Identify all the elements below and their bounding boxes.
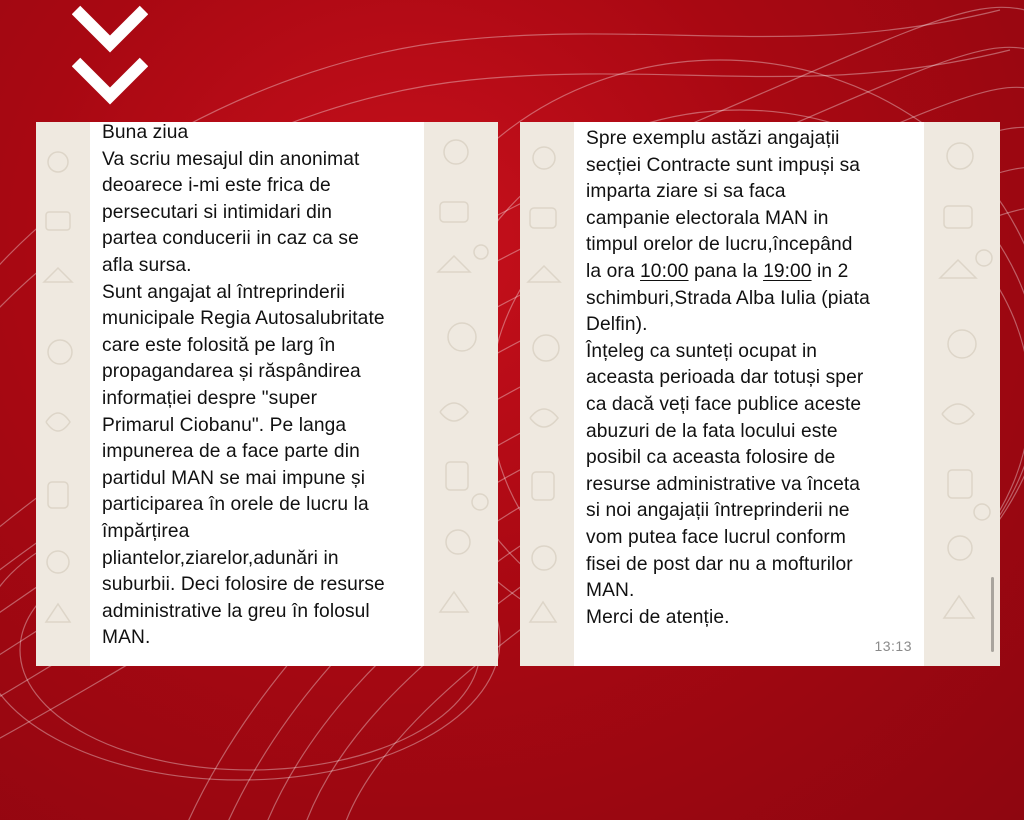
time-link-start[interactable]: 10:00 bbox=[640, 260, 689, 282]
message-line: schimburi,Strada Alba Iulia (piata bbox=[586, 287, 870, 309]
message-line: municipale Regia Autosalubritate bbox=[102, 308, 385, 330]
message-line: partea conducerii in caz ca se bbox=[102, 228, 359, 250]
message-line: informației despre "super bbox=[102, 387, 318, 409]
chevron-down-icon bbox=[72, 0, 148, 110]
message-line: MAN. bbox=[586, 580, 635, 602]
message-line: campanie electorala MAN in bbox=[586, 207, 829, 229]
message-line: resurse administrative va înceta bbox=[586, 473, 861, 495]
message-line: deoarece i-mi este frica de bbox=[102, 175, 331, 197]
message-line: imparta ziare si sa faca bbox=[586, 181, 786, 203]
message-line: aceasta perioada dar totuși sper bbox=[586, 367, 864, 389]
scrollbar[interactable] bbox=[991, 577, 994, 652]
message-line: impunerea de a face parte din bbox=[102, 441, 360, 463]
message-line: partidul MAN se mai impune și bbox=[102, 467, 366, 489]
chat-screenshot-right bbox=[520, 122, 1000, 666]
message-line: pliantelor,ziarelor,adunări in bbox=[102, 547, 339, 569]
message-line: Înțeleg ca sunteți ocupat in bbox=[586, 340, 818, 362]
message-text-fragment: in 2 bbox=[811, 260, 849, 282]
message-line: ca dacă veți face publice aceste bbox=[586, 393, 862, 415]
message-line: MAN. bbox=[102, 627, 151, 649]
message-text-fragment: pana la bbox=[688, 260, 764, 282]
message-line: Merci de atenție. bbox=[586, 606, 730, 628]
message-line: si noi angajații întreprinderii ne bbox=[586, 500, 850, 522]
message-line: secției Contracte sunt impuși sa bbox=[586, 154, 861, 176]
message-line: Spre exemplu astăzi angajații bbox=[586, 128, 840, 149]
message-line: posibil ca aceasta folosire de bbox=[586, 447, 836, 469]
message-line bbox=[574, 259, 924, 286]
message-line: suburbii. Deci folosire de resurse bbox=[102, 574, 385, 596]
message-line: administrative la greu în folosul bbox=[102, 600, 370, 622]
message-line: persecutari si intimidari din bbox=[102, 201, 333, 223]
message-line: afla sursa. bbox=[102, 254, 192, 276]
message-line: Sunt angajat al întreprinderii bbox=[102, 281, 345, 303]
message-line: abuzuri de la fata locului este bbox=[586, 420, 838, 442]
message-line: fisei de post dar nu a mofturilor bbox=[586, 553, 853, 575]
message-line: Va scriu mesajul din anonimat bbox=[102, 148, 360, 170]
message-line: care este folosită pe larg în bbox=[102, 334, 336, 356]
message-text bbox=[90, 122, 424, 652]
message-timestamp: 13:13 bbox=[874, 638, 912, 655]
message-line: împărțirea bbox=[102, 520, 190, 542]
time-link-end[interactable]: 19:00 bbox=[763, 260, 812, 282]
message-line: Buna ziua bbox=[102, 122, 189, 143]
message-text bbox=[574, 126, 924, 631]
message-bubble bbox=[574, 122, 924, 666]
message-line: timpul orelor de lucru,începând bbox=[586, 234, 853, 256]
message-line: vom putea face lucrul conform bbox=[586, 526, 846, 548]
message-text-fragment: la ora bbox=[586, 260, 641, 282]
message-line: participarea în orele de lucru la bbox=[102, 494, 369, 516]
message-bubble bbox=[90, 122, 424, 666]
message-line: Primarul Ciobanu". Pe langa bbox=[102, 414, 347, 436]
chat-screenshot-left bbox=[36, 122, 498, 666]
message-line: propagandarea și răspândirea bbox=[102, 361, 361, 383]
message-line: Delfin). bbox=[586, 314, 648, 336]
